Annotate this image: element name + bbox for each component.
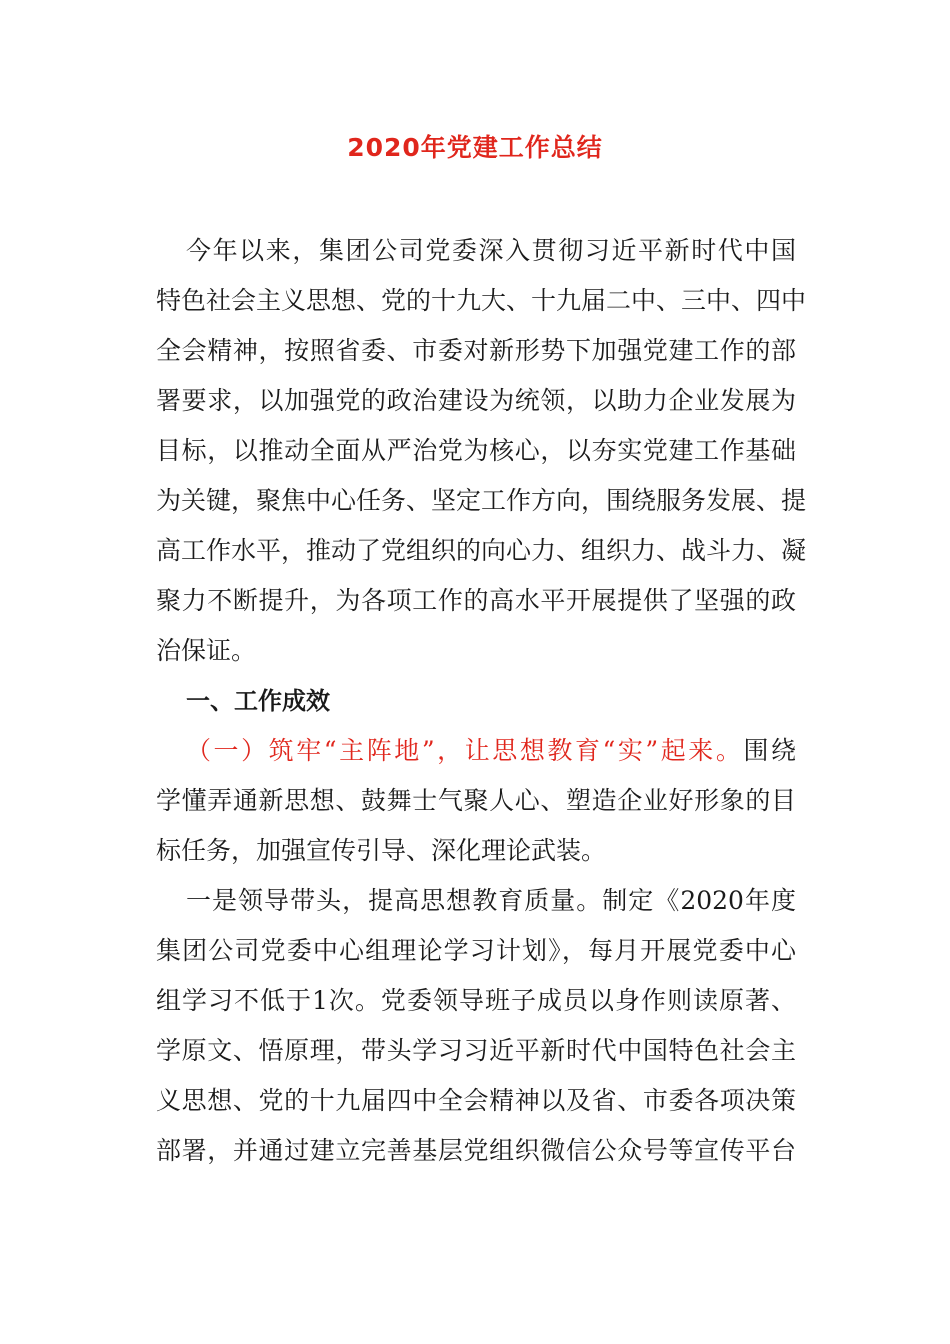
point-one-line: 部署，并通过建立完善基层党组织微信公众号等宣传平台 — [156, 1136, 796, 1165]
subsection-paragraph — [156, 726, 796, 876]
document-body — [156, 226, 807, 1176]
subsection-line: 学懂弄通新思想、鼓舞士气聚人心、塑造企业好形象的目 — [156, 786, 796, 815]
intro-line: 高工作水平，推动了党组织的向心力、组织力、战斗力、凝 — [156, 536, 807, 565]
subsection-line: 标任务，加强宣传引导、深化理论武装。 — [156, 836, 607, 865]
document-title: 2020年党建工作总结 — [347, 133, 603, 162]
subsection-title: （一）筑牢“主阵地”，让思想教育“实”起来。 — [186, 736, 744, 765]
section-heading-achievements: 一、工作成效 — [186, 687, 330, 715]
subsection-first-line — [156, 726, 796, 776]
point-one-line: 学原文、悟原理，带头学习习近平新时代中国特色社会主 — [156, 1036, 796, 1065]
intro-line: 特色社会主义思想、党的十九大、十九届二中、三中、四中 — [156, 286, 807, 315]
point-one-line: 一是领导带头，提高思想教育质量。制定《2020年度 — [186, 886, 796, 915]
intro-line: 治保证。 — [156, 636, 257, 665]
intro-line: 今年以来，集团公司党委深入贯彻习近平新时代中国 — [186, 236, 796, 265]
point-one-line: 组学习不低于1次。党委领导班子成员以身作则读原著、 — [156, 986, 796, 1015]
intro-paragraph — [156, 226, 807, 676]
point-one-line: 义思想、党的十九届四中全会精神以及省、市委各项决策 — [156, 1086, 796, 1115]
intro-line: 目标，以推动全面从严治党为核心，以夯实党建工作基础 — [156, 436, 796, 465]
intro-line: 全会精神，按照省委、市委对新形势下加强党建工作的部 — [156, 336, 796, 365]
point-one-line: 集团公司党委中心组理论学习计划》，每月开展党委中心 — [156, 936, 796, 965]
point-one-paragraph — [156, 876, 796, 1176]
subsection-first-line-rest: 围绕 — [743, 736, 796, 765]
intro-line: 为关键，聚焦中心任务、坚定工作方向，围绕服务发展、提 — [156, 486, 807, 515]
intro-line: 聚力不断提升，为各项工作的高水平开展提供了坚强的政 — [156, 586, 796, 615]
intro-line: 署要求，以加强党的政治建设为统领，以助力企业发展为 — [156, 386, 796, 415]
